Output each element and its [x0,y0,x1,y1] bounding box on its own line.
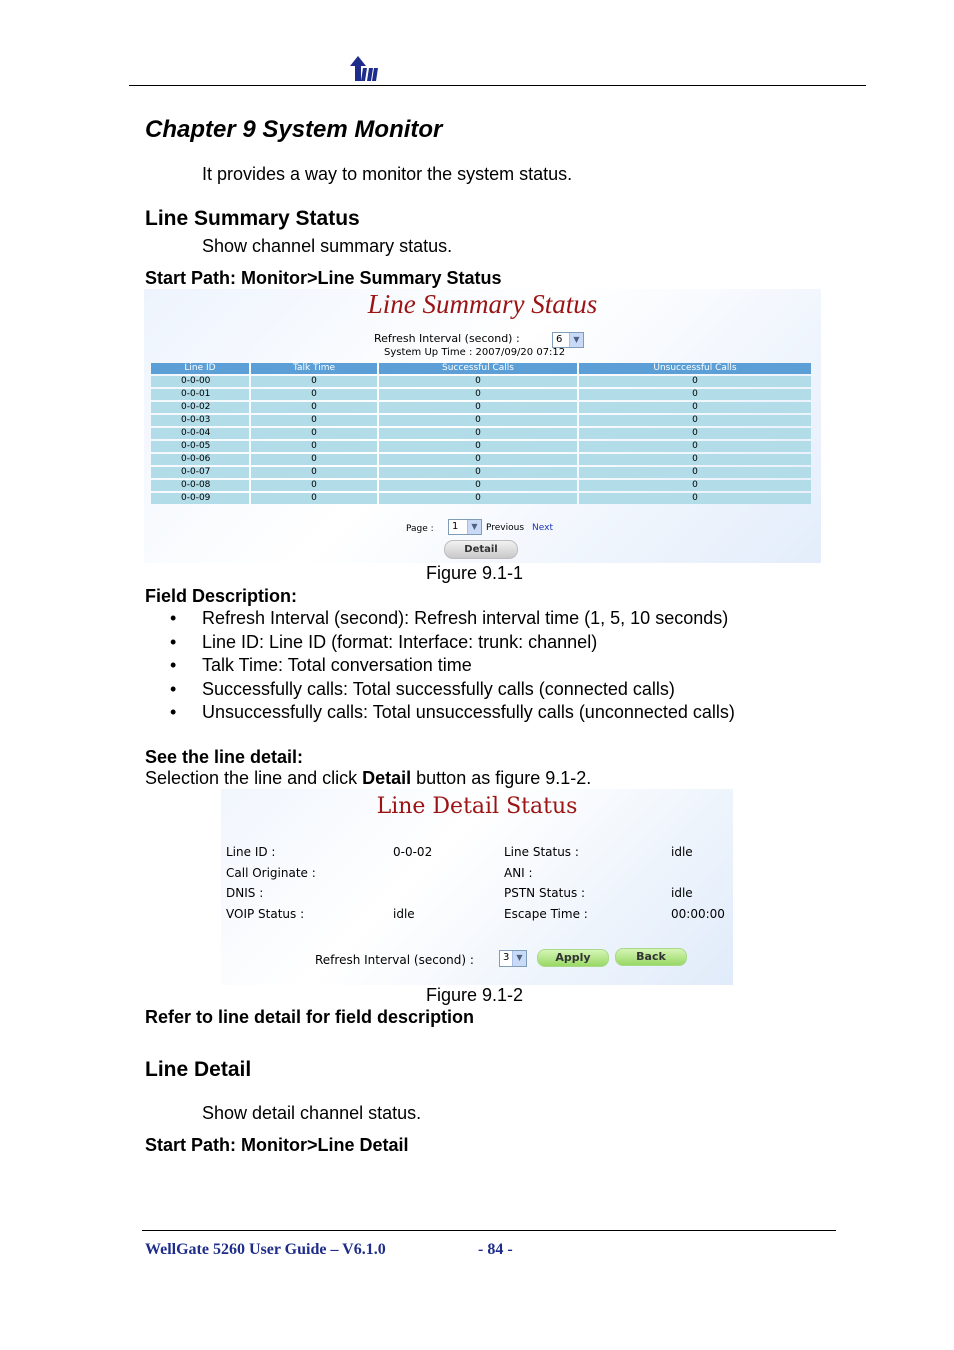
header-rule [129,85,866,86]
table-row[interactable] [151,454,811,465]
see-detail-text-post: button as figure 9.1-2. [411,768,592,788]
column-header: Line ID [151,363,249,374]
line-id-label: Line ID : [226,845,276,859]
chapter-intro: It provides a way to monitor the system status. [202,164,573,184]
chevron-down-icon: ▼ [467,520,481,534]
list-item [170,655,735,679]
table-cell: 0 [579,428,811,439]
table-cell: 0-0-00 [151,376,249,387]
pstn-status-value: idle [671,886,693,900]
table-row[interactable] [151,428,811,439]
dnis-label: DNIS : [226,886,264,900]
detail-button[interactable]: Detail [444,540,518,559]
refer-text: Refer to line detail for field description [145,1007,475,1027]
list-item [170,608,735,632]
table-cell: 0 [251,428,377,439]
field-description-heading: Field Description: [145,586,298,606]
table-cell: 0 [379,376,577,387]
table-cell: 0 [251,441,377,452]
list-item [170,702,735,726]
column-header: Successful Calls [379,363,577,374]
table-cell: 0 [251,480,377,491]
list-item [170,679,735,703]
line-status-label: Line Status : [504,845,579,859]
figure-caption-1: Figure 9.1-1 [426,563,524,583]
table-row[interactable] [151,402,811,413]
table-cell: 0-0-08 [151,480,249,491]
footer-page-number: - 84 - [478,1241,513,1258]
table-cell: 0-0-05 [151,441,249,452]
voip-status-label: VOIP Status : [226,907,305,921]
column-header: Unsuccessful Calls [579,363,811,374]
see-detail-text-pre: Selection the line and click [145,768,363,788]
table-cell: 0 [579,376,811,387]
refresh-interval-select[interactable] [552,332,584,348]
call-originate-label: Call Originate : [226,866,316,880]
next-link[interactable]: Next [532,523,553,533]
list-item-text: Line ID: Line ID (format: Interface: trunk: channel) [202,631,598,652]
table-cell: 0 [579,493,811,504]
table-cell: 0-0-06 [151,454,249,465]
table-row[interactable] [151,376,811,387]
line-detail-panel [221,789,733,985]
page-select[interactable] [448,519,482,535]
chevron-down-icon: ▼ [569,333,583,347]
section-desc-line-detail: Show detail channel status. [202,1103,422,1123]
table-cell: 0 [251,454,377,465]
refresh-interval-select[interactable] [499,950,527,967]
table-cell: 0-0-04 [151,428,249,439]
list-item-text: Refresh Interval (second): Refresh interval time (1, 5, 10 seconds) [202,608,729,628]
table-cell: 0 [379,402,577,413]
list-item-text: Talk Time: Total conversation time [202,655,472,675]
logo-icon [350,56,378,82]
table-cell: 0 [579,402,811,413]
voip-status-value: idle [393,907,415,921]
table-cell: 0 [579,415,811,426]
table-cell: 0 [379,493,577,504]
refresh-interval-label: Refresh Interval (second) : [374,332,520,345]
bullet-icon: • [170,655,177,675]
panel-title: Line Detail Status [376,794,578,819]
see-detail-heading: See the line detail: [145,747,304,767]
bullet-icon: • [170,631,177,652]
table-cell: 0-0-09 [151,493,249,504]
escape-time-label: Escape Time : [504,907,588,921]
table-cell: 0 [579,441,811,452]
column-header: Talk Time [251,363,377,374]
footer-guide: WellGate 5260 User Guide – V6.1.0 [145,1241,386,1258]
table-cell: 0 [379,415,577,426]
table-cell: 0 [251,467,377,478]
escape-time-value: 00:00:00 [671,907,725,921]
bullet-icon: • [170,678,177,699]
list-item-text: Successfully calls: Total successfully calls (connected calls) [202,678,675,699]
pstn-status-label: PSTN Status : [504,886,586,900]
bullet-icon: • [170,608,177,628]
table-row[interactable] [151,480,811,491]
apply-button[interactable]: Apply [537,949,609,967]
table-cell: 0 [379,428,577,439]
section-heading-line-summary: Line Summary Status [145,207,360,230]
page-value: 1 [452,521,459,532]
table-cell: 0 [379,389,577,400]
table-cell: 0 [251,376,377,387]
page-label: Page : [406,524,434,534]
table-row[interactable] [151,493,811,504]
line-summary-panel [144,289,821,563]
line-summary-table [149,361,813,506]
table-cell: 0 [379,454,577,465]
table-row[interactable] [151,389,811,400]
table-row[interactable] [151,415,811,426]
field-description-list [170,608,735,726]
previous-link[interactable]: Previous [486,523,525,533]
table-cell: 0 [251,389,377,400]
table-cell: 0-0-07 [151,467,249,478]
chevron-down-icon: ▼ [512,951,526,966]
list-item-text: Unsuccessfully calls: Total unsuccessfully calls (unconnected calls) [202,702,735,722]
table-cell: 0 [579,467,811,478]
line-id-value: 0-0-02 [393,845,433,859]
see-detail-text [145,768,591,789]
table-cell: 0 [579,454,811,465]
section-desc-line-summary: Show channel summary status. [202,236,453,256]
refresh-interval-value: 3 [503,952,510,963]
see-detail-text-bold: Detail [362,768,412,788]
table-row[interactable] [151,467,811,478]
figure-caption-2: Figure 9.1-2 [426,985,524,1005]
table-cell: 0 [379,480,577,491]
back-button[interactable]: Back [615,948,687,966]
ani-label: ANI : [504,866,533,880]
header-logo [350,56,378,82]
start-path-line-detail: Start Path: Monitor>Line Detail [145,1135,409,1155]
footer-rule [142,1230,836,1231]
table-cell: 0 [379,467,577,478]
refresh-interval-label: Refresh Interval (second) : [315,953,474,967]
table-cell: 0 [379,441,577,452]
table-cell: 0 [251,493,377,504]
bullet-icon: • [170,702,177,722]
line-status-value: idle [671,845,693,859]
table-cell: 0-0-02 [151,402,249,413]
list-item [170,632,735,656]
table-cell: 0 [579,480,811,491]
table-cell: 0 [579,389,811,400]
chapter-title: Chapter 9 System Monitor [145,116,443,143]
table-row[interactable] [151,441,811,452]
table-cell: 0-0-03 [151,415,249,426]
table-cell: 0 [251,402,377,413]
panel-title: Line Summary Status [367,289,598,319]
system-uptime: System Up Time : 2007/09/20 07:12 [384,347,566,358]
start-path-line-summary: Start Path: Monitor>Line Summary Status [145,268,502,288]
table-cell: 0 [251,415,377,426]
table-header-row [151,363,811,374]
refresh-interval-value: 6 [556,334,563,345]
table-cell: 0-0-01 [151,389,249,400]
section-heading-line-detail: Line Detail [145,1058,252,1081]
